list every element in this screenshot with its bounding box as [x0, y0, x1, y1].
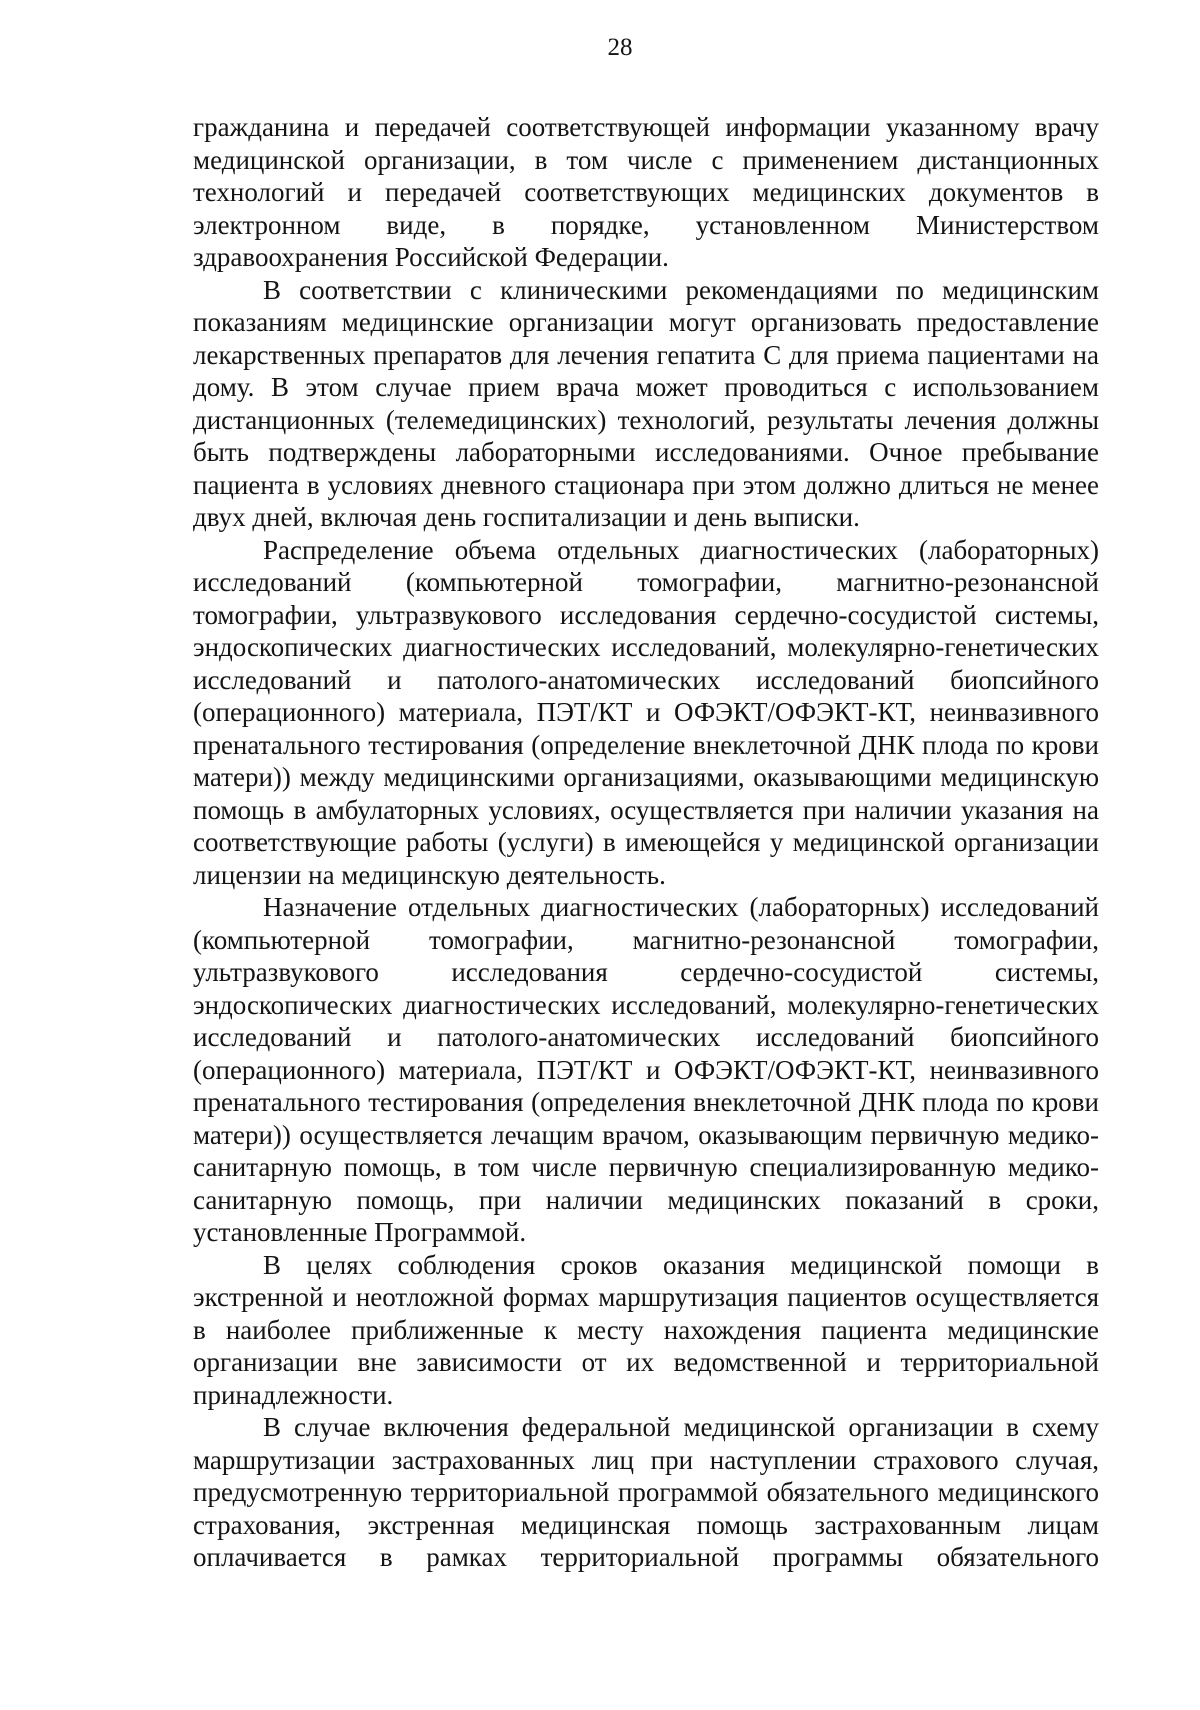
paragraph-hepatitis-c: В соответствии с клиническими рекомендациями по медицинским показаниям медицинские организации могут организовать предоставление лекарственных препаратов для лечения гепатита С для приема пациентами на дому. В этом случае прием врача может проводиться с использованием дистанционных (телемедицинских) технологий, результаты лечения должны быть подтверждены лабораторными исследованиями. Очное пребывание пациента в условиях дневного стационара при этом должно длиться не менее двух дней, включая день госпитализации и день выписки.	[193, 274, 1099, 532]
paragraph-assignment-of-diagnostics: Назначение отдельных диагностических (лабораторных) исследований (компьютерной томографии, магнитно-резонансной томографии, ультразвукового исследования сердечно-сосудистой системы, эндоскопических диагностических исследований, молекулярно-генетических исследований и патолого-анатомических исследований биопсийного (операционного) материала, ПЭТ/КТ и ОФЭКТ/ОФЭКТ-КТ, неинвазивного пренатального тестирования (определения внеклеточной ДНК плода по крови матери)) осуществляется лечащим врачом, оказывающим первичную медико-санитарную помощь, в том числе первичную специализированную медико-санитарную помощь, при наличии медицинских показаний в сроки, установленные Программой.	[193, 892, 1099, 1247]
document-body	[193, 111, 1099, 1574]
paragraph-distribution-of-diagnostics: Распределение объема отдельных диагностических (лабораторных) исследований (компьютерной томографии, магнитно-резонансной томографии, ультразвукового исследования сердечно-сосудистой системы, эндоскопических диагностических исследований, молекулярно-генетических исследований и патолого-анатомических исследований биопсийного (операционного) материала, ПЭТ/КТ и ОФЭКТ/ОФЭКТ-КТ, неинвазивного пренатального тестирования (определение внеклеточной ДНК плода по крови матери)) между медицинскими организациями, оказывающими медицинскую помощь в амбулаторных условиях, осуществляется при наличии указания на соответствующие работы (услуги) в имеющейся у медицинской организации лицензии на медицинскую деятельность.	[193, 534, 1099, 890]
paragraph-emergency-routing: В целях соблюдения сроков оказания медицинской помощи в экстренной и неотложной формах маршрутизация пациентов осуществляется в наиболее приближенные к месту нахождения пациента медицинские организации вне зависимости от их ведомственной и территориальной принадлежности.	[193, 1249, 1099, 1410]
page-number: 28	[607, 34, 633, 61]
paragraph-federal-organization: В случае включения федеральной медицинской организации в схему маршрутизации застрахованных лиц при наступлении страхового случая, предусмотренную территориальной программой обязательного медицинского страхования, экстренная медицинская помощь застрахованным лицам оплачивается в рамках территориальной программы обязательного	[193, 1412, 1099, 1572]
paragraph-continuation: гражданина и передачей соответствующей информации указанному врачу медицинской организации, в том числе с применением дистанционных технологий и передачей соответствующих медицинских документов в электронном виде, в порядке, установленном Министерством здравоохранения Российской Федерации.	[193, 112, 1099, 272]
